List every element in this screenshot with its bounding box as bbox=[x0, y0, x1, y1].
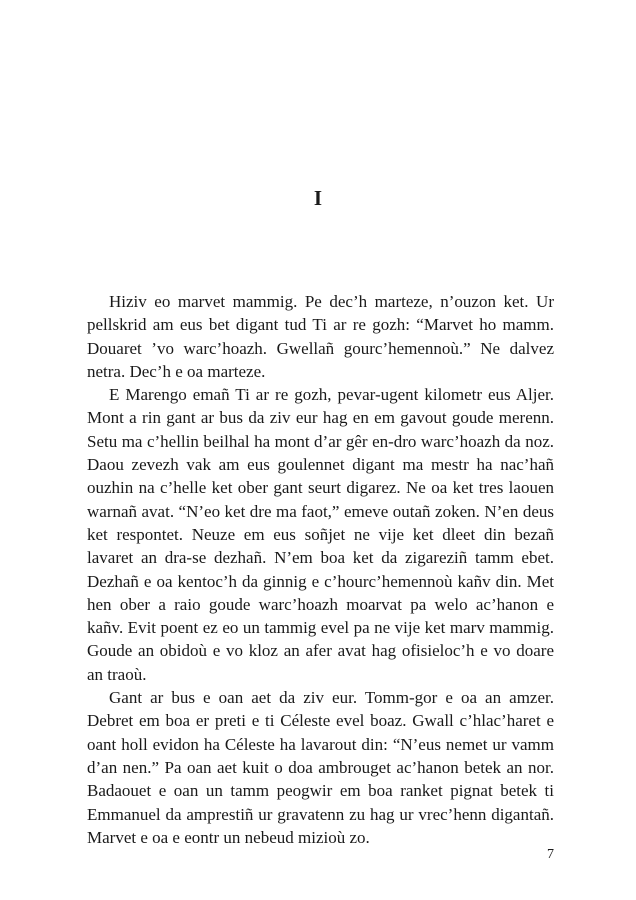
page-number: 7 bbox=[547, 847, 554, 862]
paragraph: E Marengo emañ Ti ar re gozh, pevar-ugent kilometr eus Aljer. Mont a rin gant ar bus da ziv eur hag en em gavout goude merenn. Setu ma c’hellin beilhal ha mont d’ar gêr en-dro warc’hoazh da noz. Daou zevezh vak am eus goulennet digant ma mestr ha nac’hañ ouzhin na c’helle ket ober gant seurt digarez. Ne oa ket tres laouen warnañ avat. “N’eo ket dre ma faot,” emeve outañ zoken. N’en deus ket respontet. Neuze em eus soñjet ne vije ket dleet din bezañ lavaret an dra-se dezhañ. N’em boa ket da zigareziñ tamm ebet. Dezhañ e oa kentoc’h da ginnig e c’hourc’hemennoù kañv din. Met hen ober a raio goude warc’hoazh moarvat pa welo ac’hanon e kañv. Evit poent ez eo un tammig evel pa ne vije ket marv mammig. Goude an obidoù e vo kloz an afer avat hag ofisieloc’h e vo doare an traoù. bbox=[87, 385, 554, 684]
body-text bbox=[87, 290, 554, 849]
paragraph: Gant ar bus e oan aet da ziv eur. Tomm-gor e oa an amzer. Debret em boa er preti e ti Céleste evel boaz. Gwall c’hlac’haret e oant holl evidon ha Céleste ha lavarout din: “N’eus nemet ur vamm d’an nen.” Pa oan aet kuit o doa ambrouget ac’hanon betek an nor. Badaouet e oan un tamm peogwir em boa ranket pignat betek ti Emmanuel da amprestiñ ur gravatenn zu hag ur vrec’henn digantañ. Marvet e oa e eontr un nebeud mizioù zo. bbox=[87, 688, 554, 847]
chapter-heading: I bbox=[313, 186, 323, 210]
paragraph: Hiziv eo marvet mammig. Pe dec’h marteze, n’ouzon ket. Ur pellskrid am eus bet digant tud Ti ar re gozh: “Marvet ho mamm. Douaret ’vo warc’hoazh. Gwellañ gourc’hemennoù.” Ne dalvez netra. Dec’h e oa marteze. bbox=[87, 292, 554, 381]
